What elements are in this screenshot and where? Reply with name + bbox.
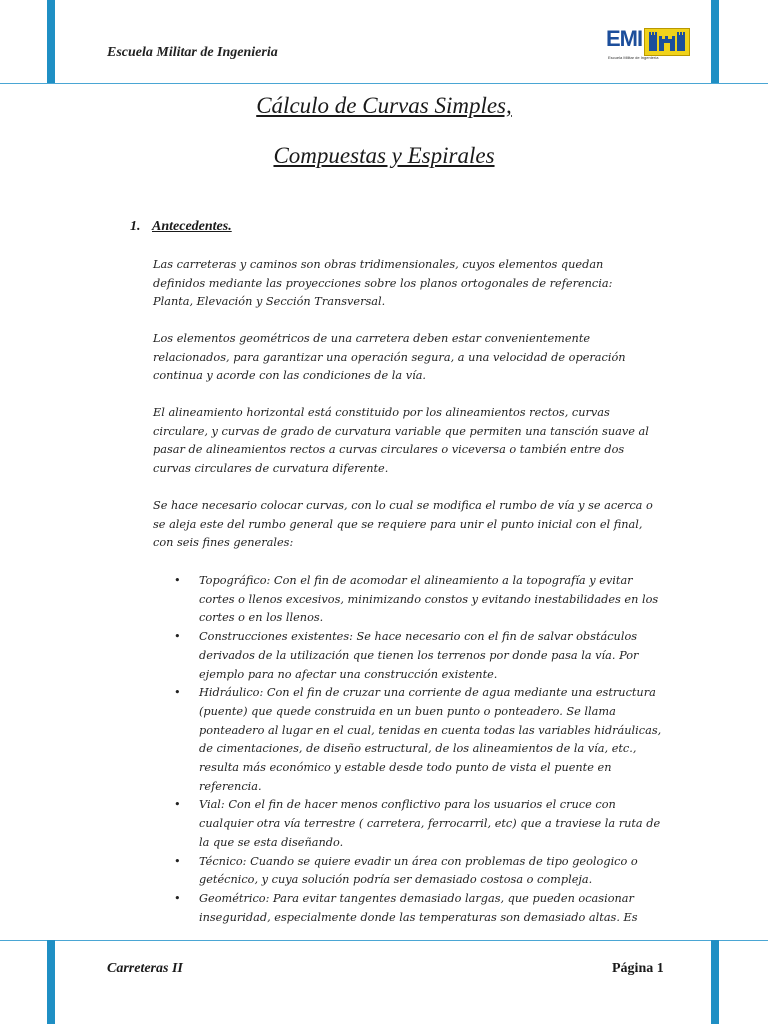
bullet-icon: •	[174, 798, 181, 812]
paragraph: Las carreteras y caminos son obras tridimensionales, cuyos elementos quedan definidos mediante las proyecciones sobre los planos ortogonales de referencia: Planta, Elevación y Sección Transversal.	[153, 258, 613, 309]
left-accent-bar-top	[47, 0, 55, 83]
bullet-icon: •	[174, 891, 181, 905]
bullet-list	[172, 572, 662, 927]
emi-logo	[606, 24, 690, 64]
list-item-text: Hidráulico: Con el fin de cruzar una corriente de agua mediante una estructura (puente) que quede construida en un buen punto o ponteadero. Se llama ponteadero al lugar en el cual, tenidas en cuenta todas las variables hidráulicas, de cimentaciones, de diseño estructural, de los alineamientos de la vía, etc., resulta más económico y estable desde todo punto de vista el puente en referencia.	[199, 686, 662, 793]
list-item	[172, 628, 662, 684]
left-accent-bar-bottom	[47, 940, 55, 1024]
bullet-icon: •	[174, 854, 181, 868]
list-item	[172, 890, 662, 927]
header-divider	[0, 83, 768, 84]
footer-divider	[0, 940, 768, 941]
list-item	[172, 796, 662, 852]
list-item-text: Construcciones existentes: Se hace necesario con el fin de salvar obstáculos derivados de la utilización que tienen los terrenos por donde pasa la vía. Por ejemplo para no afectar una construcción existente.	[199, 630, 639, 681]
list-item-text: Técnico: Cuando se quiere evadir un área con problemas de tipo geologico o getécnico, y cuya solución podría ser demasiado costosa o compleja.	[199, 854, 638, 887]
castle-emblem-icon	[644, 28, 690, 56]
logo-caption: Escuela Militar de Ingeniería	[608, 55, 659, 60]
bullet-icon: •	[174, 574, 181, 587]
logo-text: EMI	[606, 26, 643, 51]
paragraph: Los elementos geométricos de una carretera deben estar convenientemente relacionados, para garantizar una operación segura, a una velocidad de operación continua y acorde con las condiciones de la vía.	[153, 332, 626, 383]
list-item	[172, 572, 662, 628]
bullet-icon: •	[174, 630, 181, 644]
bullet-icon: •	[174, 686, 181, 700]
list-item	[172, 853, 662, 890]
document-title-line-2: Compuestas y Espirales	[273, 143, 495, 168]
section-heading	[130, 219, 232, 235]
right-accent-bar-bottom	[711, 940, 719, 1024]
section-label: Antecedentes.	[152, 219, 232, 234]
document-title-line-1: Cálculo de Curvas Simples,	[256, 93, 512, 118]
section-number: 1.	[130, 219, 141, 234]
paragraph: El alineamiento horizontal está constituido por los alineamientos rectos, curvas circulare, y curvas de grado de curvatura variable que permiten una tansción suave al pasar de alineamientos rectos a curvas circulares o viceversa o también entre dos curvas circulares de curvatura diferente.	[153, 406, 649, 476]
footer-page-number: Página 1	[612, 961, 664, 976]
list-item	[172, 684, 662, 796]
paragraph: Se hace necesario colocar curvas, con lo cual se modifica el rumbo de vía y se acerca o se aleja este del rumbo general que se requiere para unir el punto inicial con el final, con seis fines generales:	[153, 499, 653, 550]
header-title: Escuela Militar de Ingenieria	[107, 45, 278, 60]
list-item-text: Vial: Con el fin de hacer menos conflictivo para los usuarios el cruce con cualquier otra vía terrestre ( carretera, ferrocarril, etc) que a traviese la ruta de la que se esta diseñando.	[199, 798, 661, 849]
footer-course-name: Carreteras II	[107, 961, 183, 976]
right-accent-bar-top	[711, 0, 719, 83]
list-item-text: Topográfico: Con el fin de acomodar el alineamiento a la topografía y evitar cortes o llenos excesivos, minimizando constos y evitando inestabilidades en los cortes o en los llenos.	[199, 574, 659, 625]
list-item-text: Geométrico: Para evitar tangentes demasiado largas, que pueden ocasionar inseguridad, especialmente donde las temperaturas son demasiado altas. Es	[199, 891, 638, 924]
